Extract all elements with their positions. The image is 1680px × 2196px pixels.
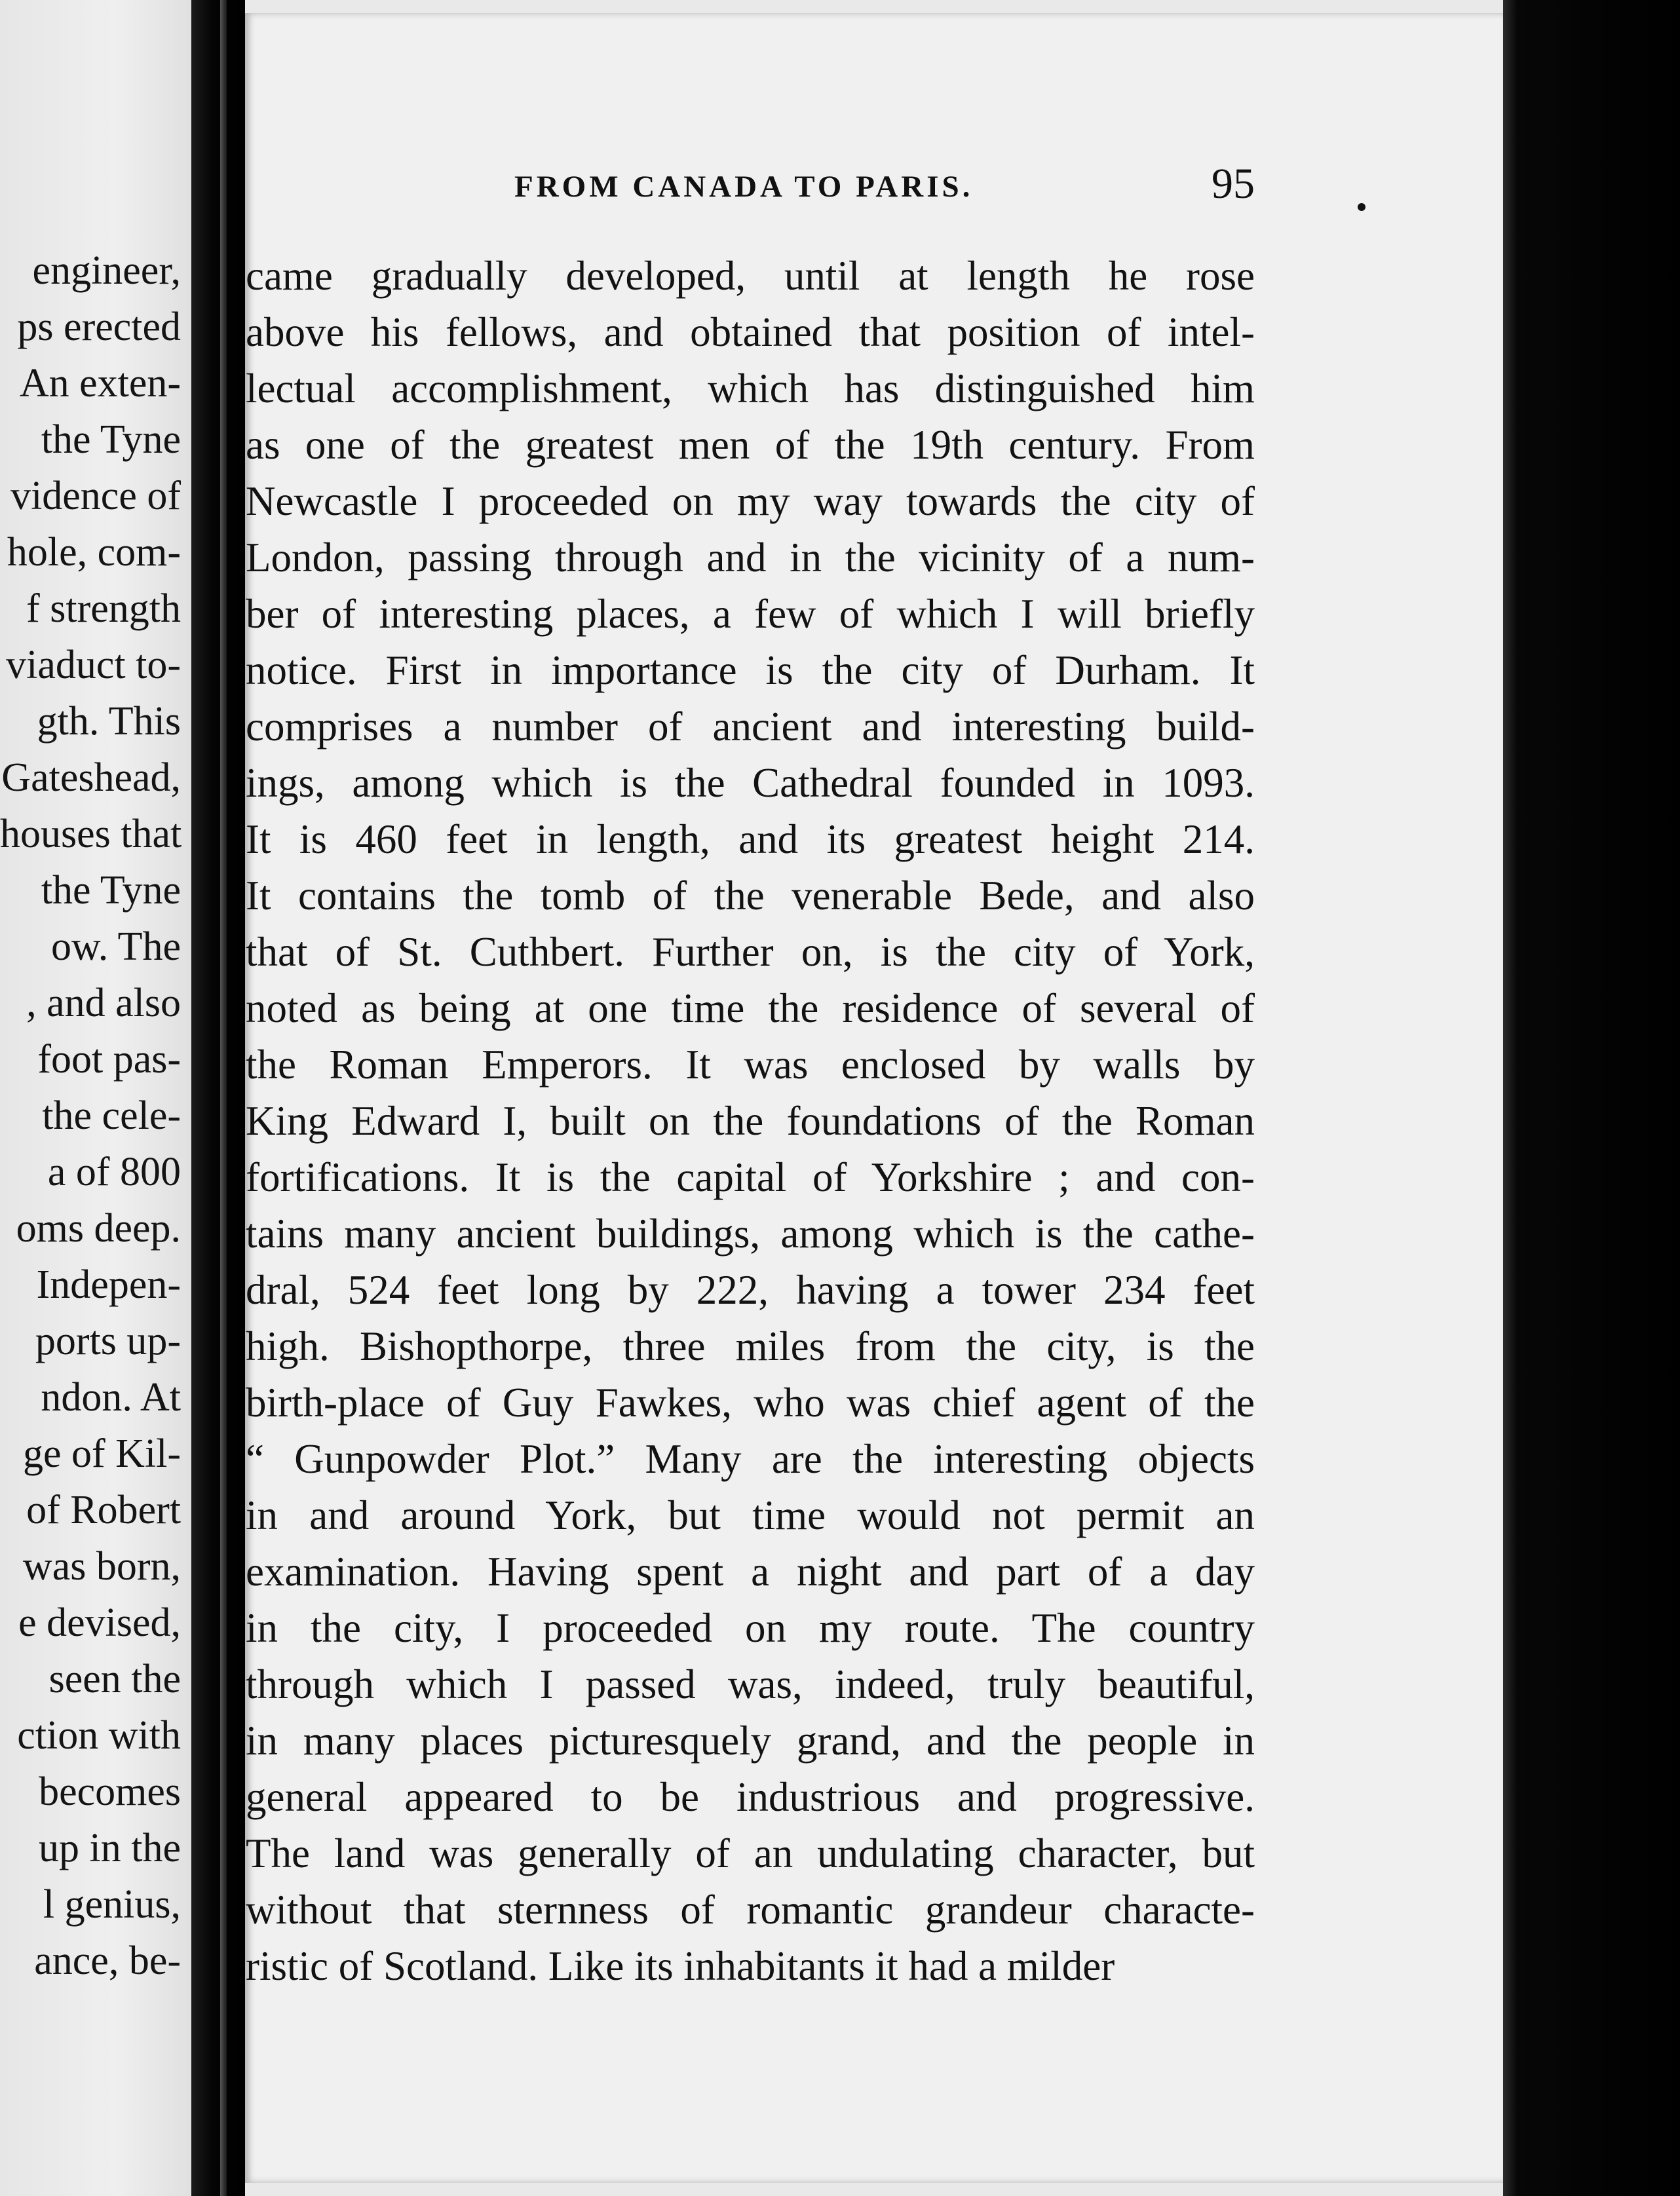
text-line: The land was generally of an undulating character, but: [246, 1830, 1255, 1876]
body-text: [246, 248, 1255, 1994]
text-line: ings, among which is the Cathedral founded in 1093.: [246, 760, 1255, 806]
left-page-line: the Tyne: [41, 868, 181, 913]
left-page-line: the Tyne: [41, 417, 181, 462]
text-line: ber of interesting places, a few of which I will briefly: [246, 591, 1255, 637]
text-line: examination. Having spent a night and part of a day: [246, 1549, 1255, 1595]
text-line: lectual accomplishment, which has distinguished him: [246, 366, 1255, 411]
left-page-line: hole, com-: [7, 530, 181, 575]
text-line: ristic of Scotland. Like its inhabitants it had a milder: [246, 1943, 1115, 1989]
left-page-line: ction with: [17, 1713, 181, 1758]
text-line: fortifications. It is the capital of Yorkshire ; and con-: [246, 1154, 1255, 1200]
left-page-line: Gateshead,: [1, 755, 181, 800]
left-page-line: oms deep.: [16, 1206, 181, 1251]
page-number: 95: [1212, 160, 1255, 208]
text-line: Newcastle I proceeded on my way towards the city of: [246, 478, 1255, 524]
left-page-line: ow. The: [50, 924, 181, 969]
left-page-line: was born,: [22, 1544, 181, 1589]
left-page-line: up in the: [39, 1826, 181, 1870]
text-line: without that sternness of romantic grandeur characte-: [246, 1887, 1255, 1933]
text-line: “ Gunpowder Plot.” Many are the interesting objects: [246, 1436, 1255, 1482]
left-page-line: engineer,: [32, 248, 181, 293]
text-line: dral, 524 feet long by 222, having a tower 234 feet: [246, 1267, 1255, 1313]
running-title: FROM CANADA TO PARIS.: [514, 170, 974, 204]
left-page-line: becomes: [39, 1770, 181, 1814]
text-line: tains many ancient buildings, among which is the cathe-: [246, 1211, 1255, 1257]
text-line: the Roman Emperors. It was enclosed by walls by: [246, 1042, 1255, 1088]
left-page-line: houses that: [0, 812, 182, 856]
left-page-line: seen the: [48, 1657, 181, 1701]
text-line: above his fellows, and obtained that position of intel-: [246, 309, 1255, 355]
text-line: birth-place of Guy Fawkes, who was chief agent of the: [246, 1380, 1255, 1426]
text-line: notice. First in importance is the city of Durham. It: [246, 647, 1255, 693]
left-page-line: l genius,: [43, 1882, 181, 1927]
ink-speck: [1358, 203, 1365, 211]
left-page-line: ndon. At: [41, 1375, 181, 1420]
left-page-line: f strength: [26, 586, 181, 631]
text-line: that of St. Cuthbert. Further on, is the city of York,: [246, 929, 1255, 975]
book-gutter: [191, 0, 245, 2196]
text-line: It contains the tomb of the venerable Bede, and also: [246, 873, 1255, 918]
text-line: in many places picturesquely grand, and the people in: [246, 1718, 1255, 1764]
text-line: in the city, I proceeded on my route. The country: [246, 1605, 1255, 1651]
left-page-line: , and also: [26, 981, 181, 1025]
left-page-line: Indepen-: [36, 1262, 181, 1307]
left-facing-page: [0, 0, 191, 2196]
gutter-edge: [220, 0, 227, 2196]
text-line: in and around York, but time would not permit an: [246, 1492, 1255, 1538]
scanner-border: [1503, 0, 1680, 2196]
left-page-line: ps erected: [17, 305, 181, 349]
left-page-line: gth. This: [37, 699, 181, 744]
left-page-line: ge of Kil-: [22, 1431, 181, 1476]
text-line: comprises a number of ancient and interesting build-: [246, 704, 1255, 749]
text-line: It is 460 feet in length, and its greatest height 214.: [246, 816, 1255, 862]
text-line: noted as being at one time the residence of several of: [246, 985, 1255, 1031]
text-line: high. Bishopthorpe, three miles from the city, is the: [246, 1323, 1255, 1369]
text-line: as one of the greatest men of the 19th century. From: [246, 422, 1255, 468]
left-page-line: of Robert: [26, 1488, 181, 1532]
left-page-line: the cele-: [42, 1093, 181, 1138]
text-line: general appeared to be industrious and progressive.: [246, 1774, 1255, 1820]
left-page-line: foot pas-: [37, 1037, 181, 1082]
running-head: [246, 160, 1255, 210]
text-line: came gradually developed, until at length he rose: [246, 253, 1255, 299]
left-page-line: a of 800: [47, 1150, 181, 1194]
left-page-line: An exten-: [19, 361, 181, 406]
left-page-line: ports up-: [35, 1319, 181, 1363]
left-page-line: e devised,: [18, 1600, 181, 1645]
text-line: London, passing through and in the vicinity of a num-: [246, 535, 1255, 580]
left-page-line: vidence of: [10, 474, 181, 518]
left-page-text: [0, 242, 181, 1989]
left-page-line: viaduct to-: [6, 643, 181, 687]
text-line: King Edward I, built on the foundations of the Roman: [246, 1098, 1255, 1144]
left-page-line: ance, be-: [34, 1939, 181, 1983]
text-line: through which I passed was, indeed, truly beautiful,: [246, 1661, 1255, 1707]
